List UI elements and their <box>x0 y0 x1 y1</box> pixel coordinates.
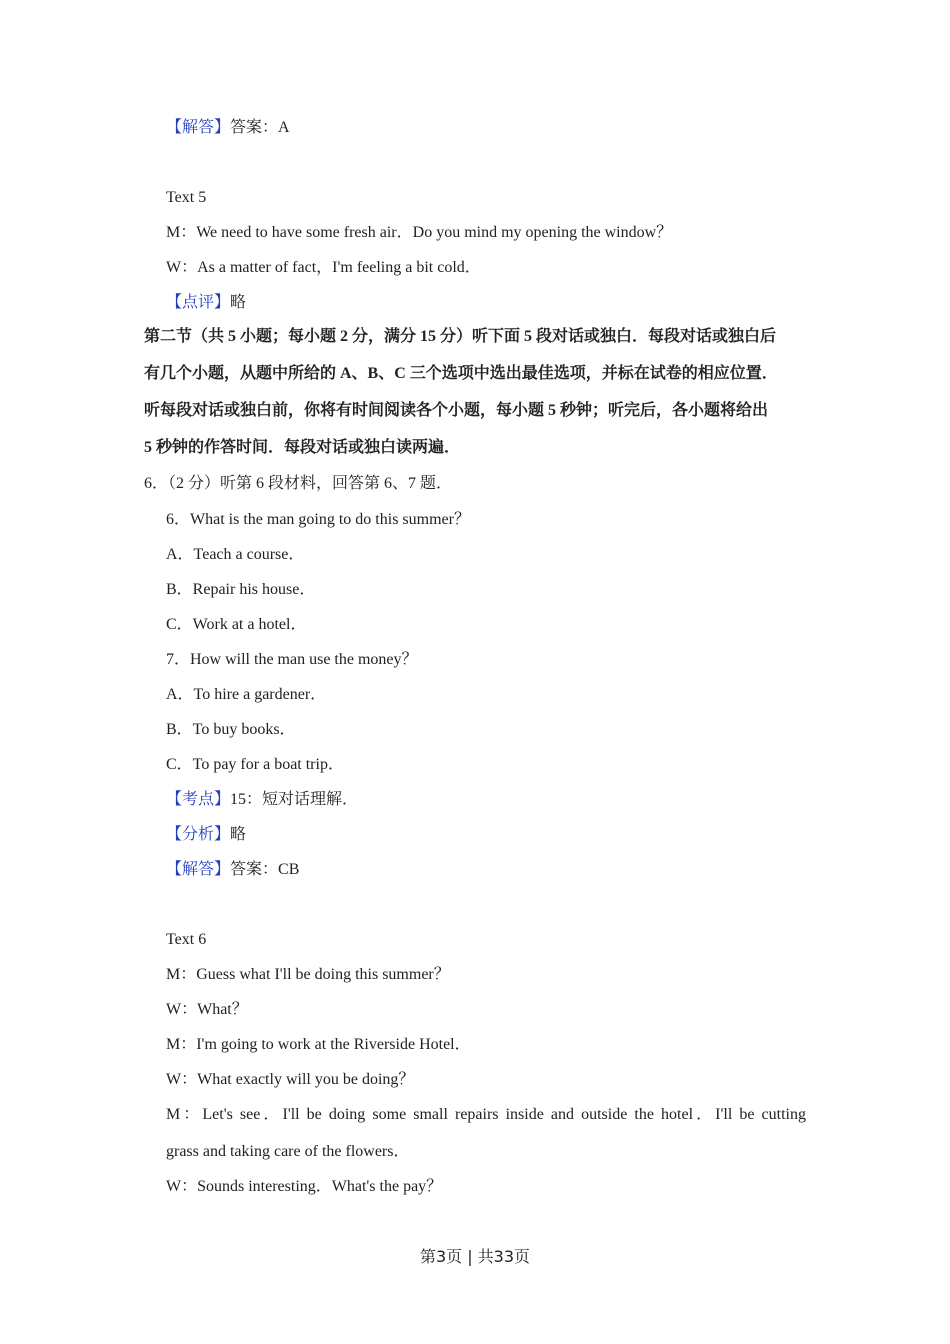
comment-tag: 【点评】 <box>166 294 231 311</box>
comment-text: 略 <box>230 294 247 311</box>
option: C．Work at a hotel． <box>166 616 307 633</box>
section2-line: 有几个小题，从题中所给的 A、B、C 三个选项中选出最佳选项，并标在试卷的相应位置． <box>144 365 778 382</box>
kaodian-text: 15：短对话理解． <box>230 791 359 808</box>
question6-header: 6．（2 分）听第 6 段材料，回答第 6、7 题． <box>144 475 453 492</box>
answer-tag: 【解答】 <box>166 119 231 136</box>
option: A．To hire a gardener． <box>166 686 327 703</box>
kaodian-tag: 【考点】 <box>166 791 231 808</box>
text6-line: M：Let's see．I'll be doing some small repairs inside and outside the hotel．I'll be cutting <box>166 1106 806 1123</box>
section2-line: 5 秒钟的作答时间．每段对话或独白读两遍． <box>144 439 461 456</box>
answer-tag: 【解答】 <box>166 861 231 878</box>
text6-line: W：Sounds interesting．What's the pay？ <box>166 1178 443 1195</box>
section2-line: 第二节（共 5 小题；每小题 2 分，满分 15 分）听下面 5 段对话或独白．每段对话或独白后 <box>144 328 777 345</box>
text6-line: grass and taking care of the flowers． <box>166 1143 410 1160</box>
question-6: 6．What is the man going to do this summer？ <box>166 511 470 528</box>
answer-line-2 <box>166 860 299 880</box>
option: B．To buy books． <box>166 721 296 738</box>
text6-line: M：I'm going to work at the Riverside Hotel． <box>166 1036 471 1053</box>
option: B．Repair his house． <box>166 581 316 598</box>
answer-text: 答案：A <box>230 119 290 136</box>
text5-line: M：We need to have some fresh air．Do you mind my opening the window？ <box>166 224 673 241</box>
section2-line: 听每段对话或独白前，你将有时间阅读各个小题，每小题 5 秒钟；听完后，各小题将给出 <box>144 402 769 419</box>
text5-line: W：As a matter of fact，I'm feeling a bit cold． <box>166 259 481 276</box>
answer-line-1 <box>166 118 290 138</box>
fenxi-tag: 【分析】 <box>166 826 231 843</box>
question-7: 7．How will the man use the money？ <box>166 651 418 668</box>
option: C．To pay for a boat trip． <box>166 756 344 773</box>
text6-line: W：What exactly will you be doing？ <box>166 1071 415 1088</box>
text6-line: M：Guess what I'll be doing this summer？ <box>166 966 450 983</box>
text6-line: W：What？ <box>166 1001 248 1018</box>
answer-text: 答案：CB <box>230 861 300 878</box>
fenxi-line <box>166 825 246 845</box>
fenxi-text: 略 <box>230 826 247 843</box>
comment-line <box>166 293 246 313</box>
text6-title: Text 6 <box>166 931 207 948</box>
kaodian-line <box>166 790 358 810</box>
option: A．Teach a course． <box>166 546 305 563</box>
page-footer: 第3页 | 共33页 <box>419 1247 531 1266</box>
text5-title: Text 5 <box>166 189 207 206</box>
